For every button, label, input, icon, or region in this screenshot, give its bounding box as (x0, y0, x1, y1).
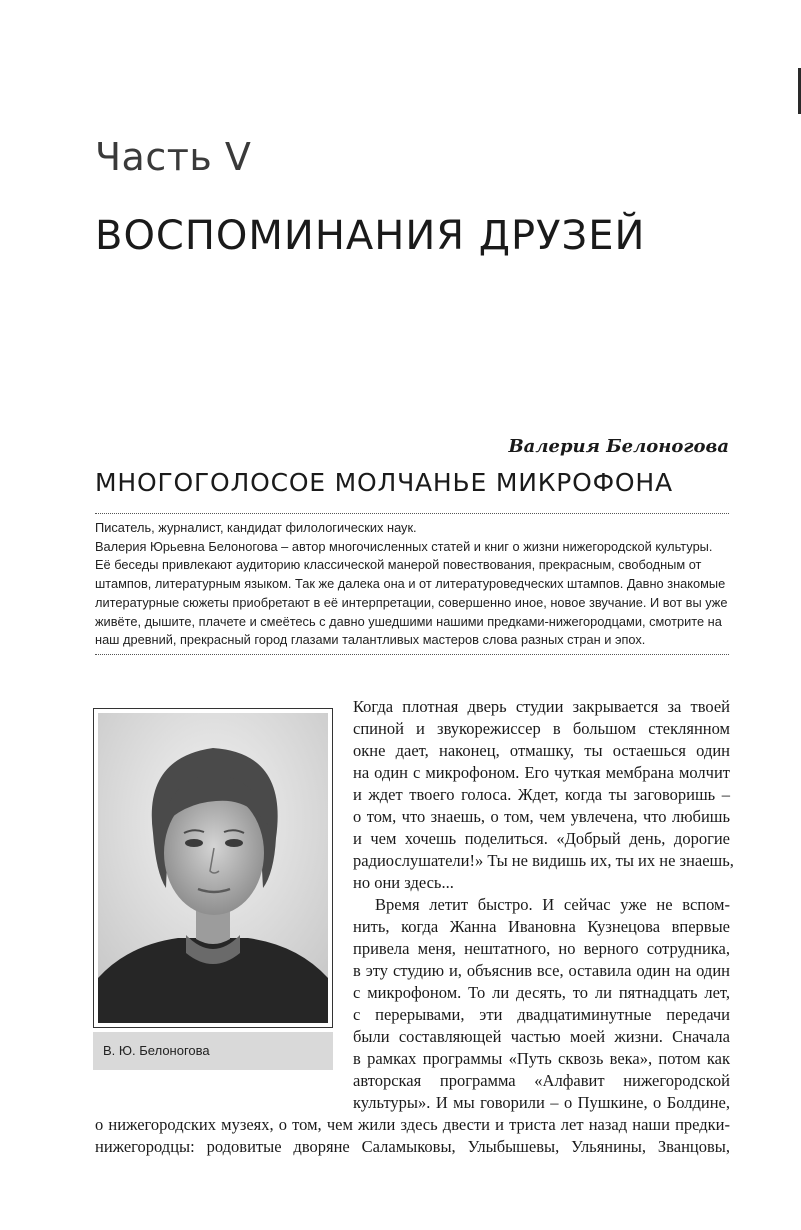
body-line: о том, что знаешь, о том, чем увлечена, что любишь (353, 807, 730, 826)
part-title: ВОСПОМИНАНИЯ ДРУЗЕЙ (95, 213, 646, 259)
body-line: были составляющей частью моей жизни. Сначала (353, 1027, 730, 1046)
body-line: привела меня, нештатного, но верного сотрудника, (353, 939, 730, 958)
body-line: с микрофоном. То ли десять, то ли пятнадцать лет, (353, 983, 730, 1002)
body-line: и чем хочешь поделиться. «Добрый день, дорогие (353, 829, 730, 848)
bio-line: наш древний, прекрасный город глазами талантливых мастеров слова разных стран и эпох. (95, 632, 646, 648)
body-line: и ждет твоего голоса. Ждет, когда ты заговоришь – (353, 785, 730, 804)
body-line: на один с микрофоном. Его чуткая мембрана молчит (353, 763, 730, 782)
body-line: но они здесь... (353, 873, 454, 892)
body-line: о нижегородских музеях, о том, чем жили здесь двести и триста лет назад наши предки- (95, 1115, 730, 1134)
body-line: в эту студию и, объяснив все, оставила один на один (353, 961, 730, 980)
body-line: авторская программа «Алфавит нижегородской (353, 1071, 730, 1090)
photo-caption: В. Ю. Белоногова (93, 1032, 333, 1070)
author-portrait (98, 713, 328, 1023)
bio-line: Валерия Юрьевна Белоногова – автор многочисленных статей и книг о жизни нижегородской культуры. (95, 538, 713, 554)
bio-line: литературные сюжеты приобретают в её интерпретации, совершенно иное, новое звучание. И вот вы уже (95, 594, 728, 610)
body-line: с перерывами, эти двадцатиминутные передачи (353, 1005, 730, 1024)
body-line: нить, когда Жанна Ивановна Кузнецова впервые (353, 917, 730, 936)
body-line: нижегородцы: родовитые дворяне Саламыковы, Улыбышевы, Ульянины, Званцовы, (95, 1137, 730, 1156)
body-line: Когда плотная дверь студии закрывается за твоей (353, 697, 730, 716)
bio-line: Писатель, журналист, кандидат филологических наук. (95, 520, 417, 535)
bio-line: Её беседы привлекают аудиторию классической манерой повествования, прекрасным, свободным от (95, 557, 702, 573)
part-label: Часть V (95, 135, 252, 179)
body-line: окне дает, наконец, отмашку, ты остаешься один (353, 741, 730, 760)
article-title: МНОГОГОЛОСОЕ МОЛЧАНЬЕ МИКРОФОНА (95, 468, 673, 497)
bio-line: штампов, литературным языком. Так же далека она и от литературоведческих штампов. Давно знакомые (95, 576, 726, 592)
bio-line: живёте, дышите, плачете и смеётесь с давно ушедшими нашими предками-нижегородцами, смотрите на (95, 613, 722, 629)
body-line: в рамках программы «Путь сквозь века», потом как (353, 1049, 730, 1068)
author-photo-frame (93, 708, 333, 1028)
body-line: Время летит быстро. И сейчас уже не вспом- (375, 895, 730, 914)
body-line: спиной и звукорежиссер в большом стеклянном (353, 719, 730, 738)
body-line: культуры». И мы говорили – о Пушкине, о Болдине, (353, 1093, 730, 1112)
body-line: радиослушатели!» Ты не видишь их, ты их не знаешь, (353, 851, 734, 870)
article-author: Валерия Белоногова (508, 436, 729, 457)
author-bio (95, 513, 729, 655)
